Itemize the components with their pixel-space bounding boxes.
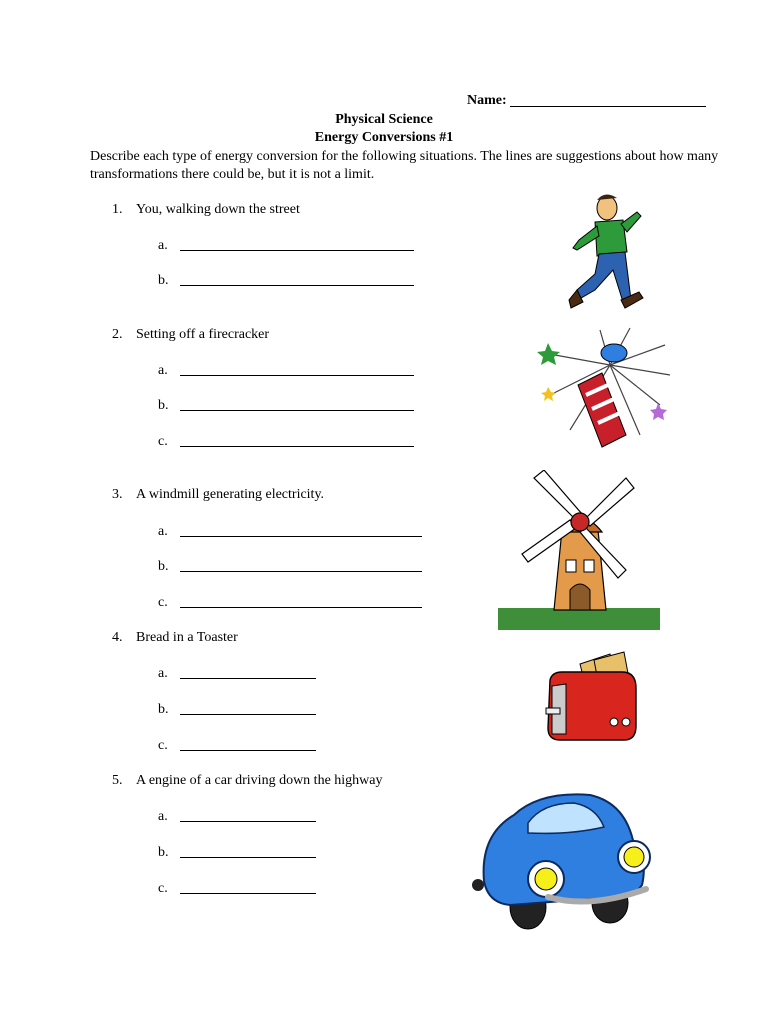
- question-number: 2.: [112, 327, 123, 342]
- answer-line[interactable]: [180, 536, 422, 537]
- question-number: 3.: [112, 487, 123, 502]
- toaster-illustration: [540, 650, 640, 746]
- answer-label: b.: [158, 702, 169, 717]
- name-field-line[interactable]: [510, 92, 706, 107]
- worksheet-title: Energy Conversions #1: [314, 130, 454, 145]
- answer-label: c.: [158, 434, 168, 449]
- question-text: Setting off a firecracker: [136, 327, 270, 342]
- answer-line[interactable]: [180, 571, 422, 572]
- walking-man-illustration: [555, 190, 655, 320]
- answer-line[interactable]: [180, 285, 414, 286]
- answer-label: a.: [158, 238, 168, 253]
- answer-line[interactable]: [180, 714, 316, 715]
- instructions: Describe each type of energy conversion for the following situations. The lines are suggestions about how many transformations there could be, but it is not a limit.: [90, 149, 719, 182]
- answer-label: b.: [158, 273, 169, 288]
- car-illustration: [470, 785, 658, 935]
- answer-line[interactable]: [180, 410, 414, 411]
- answer-label: c.: [158, 881, 168, 896]
- toaster-icon: [546, 652, 636, 740]
- answer-label: a.: [158, 524, 168, 539]
- question-text: A engine of a car driving down the highway: [136, 773, 383, 788]
- windmill-icon: [498, 470, 660, 630]
- windmill-illustration: [498, 470, 660, 630]
- name-label: [467, 93, 507, 109]
- firecracker-icon: [537, 328, 670, 447]
- question-number: 1.: [112, 202, 123, 217]
- question-text: You, walking down the street: [136, 202, 300, 217]
- answer-label: c.: [158, 595, 168, 610]
- name-label-text: Name:: [467, 93, 507, 108]
- answer-line[interactable]: [180, 446, 414, 447]
- answer-label: a.: [158, 666, 168, 681]
- answer-line[interactable]: [180, 250, 414, 251]
- answer-label: b.: [158, 398, 169, 413]
- answer-label: b.: [158, 845, 169, 860]
- answer-line[interactable]: [180, 857, 316, 858]
- question-text: Bread in a Toaster: [136, 630, 238, 645]
- answer-label: c.: [158, 738, 168, 753]
- car-icon: [472, 794, 650, 929]
- answer-label: a.: [158, 363, 168, 378]
- subject-heading: Physical Science: [335, 112, 433, 127]
- answer-line[interactable]: [180, 821, 316, 822]
- answer-line[interactable]: [180, 607, 422, 608]
- answer-line[interactable]: [180, 375, 414, 376]
- firecracker-illustration: [530, 325, 675, 455]
- question-text: A windmill generating electricity.: [136, 487, 325, 502]
- answer-label: b.: [158, 559, 169, 574]
- walking-man-icon: [569, 194, 643, 308]
- question-number: 4.: [112, 630, 123, 645]
- answer-label: a.: [158, 809, 168, 824]
- answer-line[interactable]: [180, 678, 316, 679]
- answer-line[interactable]: [180, 750, 316, 751]
- answer-line[interactable]: [180, 893, 316, 894]
- question-number: 5.: [112, 773, 123, 788]
